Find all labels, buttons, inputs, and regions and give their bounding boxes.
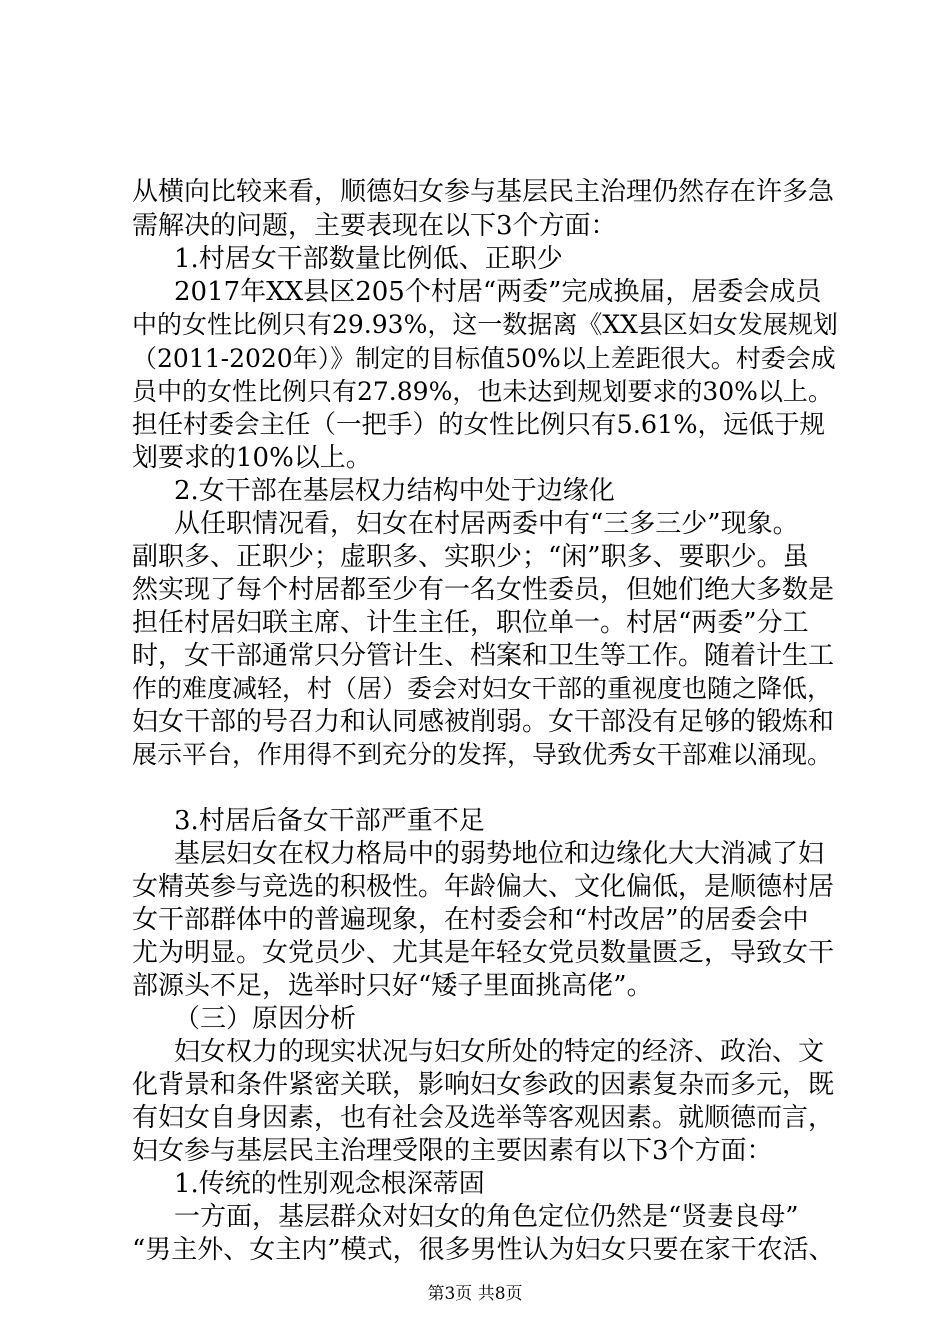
text-line: 妇女干部的号召力和认同感被削弱。女干部没有足够的锻炼和 — [132, 707, 835, 737]
text-line: 女干部群体中的普遍现象，在村委会和“村改居”的居委会中 — [132, 905, 809, 935]
text-line: 担任村居妇联主席、计生主任，职位单一。村居“两委”分工 — [132, 608, 809, 638]
section-heading: （三）原因分析 — [174, 1004, 357, 1034]
page-indicator: 第3页 共8页 — [427, 1284, 523, 1304]
text-line: 基层妇女在权力格局中的弱势地位和边缘化大大消减了妇 — [174, 839, 825, 869]
section-heading: 2.女干部在基层权力结构中处于边缘化 — [174, 476, 615, 506]
text-line: 尤为明显。女党员少、尤其是年轻女党员数量匮乏，导致女干 — [132, 938, 835, 968]
text-line: 然实现了每个村居都至少有一名女性委员，但她们绝大多数是 — [132, 575, 835, 605]
text-line: 员中的女性比例只有27.89%，也未达到规划要求的30%以上。 — [132, 377, 833, 406]
text-line: 时，女干部通常只分管计生、档案和卫生等工作。随着计生工 — [132, 641, 835, 671]
text-line: 2017年XX县区205个村居“两委”完成换届，居委会成员 — [174, 277, 822, 307]
text-line: “男主外、女主内”模式，很多男性认为妇女只要在家干农活、 — [132, 1235, 835, 1265]
text-line: 中的女性比例只有29.93%，这一数据离《XX县区妇女发展规划 — [132, 310, 838, 339]
text-line: 担任村委会主任（一把手）的女性比例只有5.61%，远低于规 — [132, 410, 826, 440]
section-heading: 1.村居女干部数量比例低、正职少 — [174, 244, 563, 274]
text-line: 妇女参与基层民主治理受限的主要因素有以下3个方面： — [132, 1136, 773, 1166]
text-line: 需解决的问题，主要表现在以下3个方面： — [132, 211, 617, 241]
text-line: 妇女权力的现实状况与妇女所处的特定的经济、政治、文 — [174, 1037, 825, 1067]
text-line: 一方面，基层群众对妇女的角色定位仍然是“贤妻良母” — [174, 1202, 799, 1232]
section-heading: 3.村居后备女干部严重不足 — [174, 806, 485, 836]
text-line: 从横向比较来看，顺德妇女参与基层民主治理仍然存在许多急 — [132, 177, 835, 207]
text-line: 有妇女自身因素，也有社会及选举等客观因素。就顺德而言， — [132, 1103, 835, 1133]
text-line: 副职多、正职少；虚职多、实职少；“闲”职多、要职少。虽 — [132, 542, 809, 572]
section-heading: 1.传统的性别观念根深蒂固 — [174, 1169, 485, 1199]
text-line: （2011-2020年）》制定的目标值50%以上差距很大。村委会成 — [132, 344, 836, 373]
text-line: 展示平台，作用得不到充分的发挥，导致优秀女干部难以涌现。 — [132, 740, 833, 769]
text-line: 化背景和条件紧密关联，影响妇女参政的因素复杂而多元，既 — [132, 1070, 835, 1100]
page-footer — [0, 1283, 950, 1305]
text-line: 从任职情况看，妇女在村居两委中有“三多三少”现象。 — [174, 509, 799, 539]
text-line: 女精英参与竞选的积极性。年龄偏大、文化偏低，是顺德村居 — [132, 872, 835, 902]
text-line: 作的难度减轻，村（居）委会对妇女干部的重视度也随之降低， — [132, 674, 833, 703]
text-line: 划要求的10%以上。 — [132, 443, 372, 473]
text-line: 部源头不足，选举时只好“矮子里面挑高佬”。 — [132, 971, 653, 1001]
